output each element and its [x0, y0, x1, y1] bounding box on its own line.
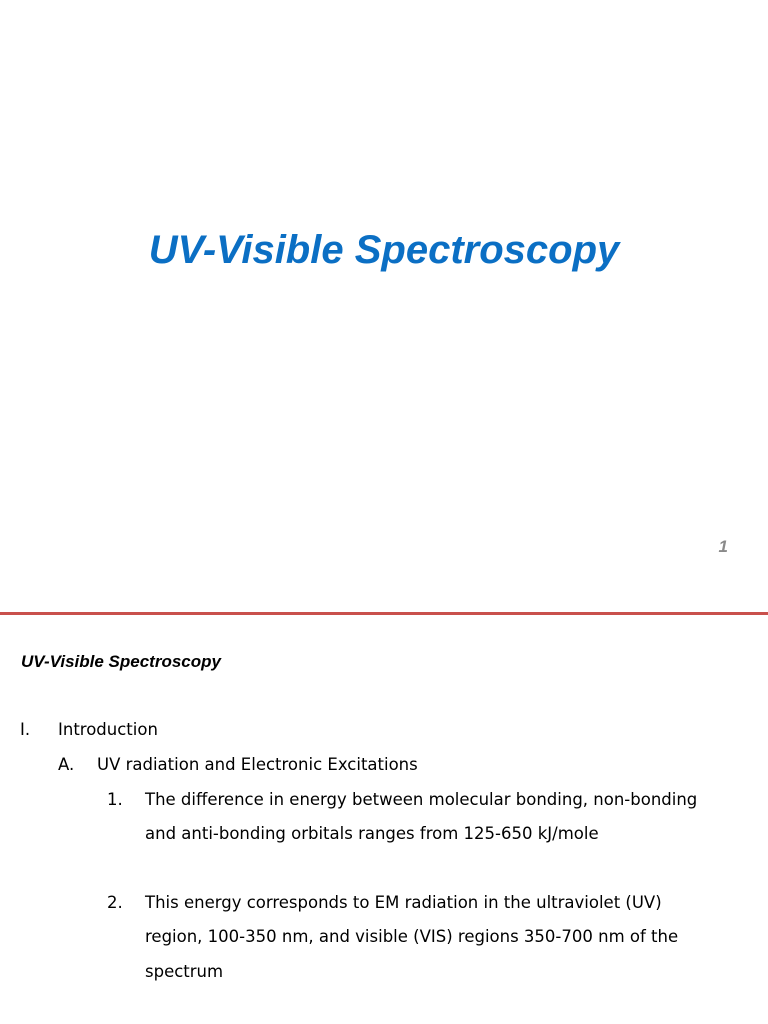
slide-number: 1	[718, 537, 728, 556]
point-1-line-2: and anti-bonding orbitals ranges from 125-650 kJ/mole	[145, 824, 599, 843]
subsection-marker: A.	[58, 755, 75, 774]
point-2-line-2: region, 100-350 nm, and visible (VIS) regions 350-700 nm of the	[145, 927, 679, 946]
point-2-line-3: spectrum	[145, 962, 224, 981]
subsection-title: UV radiation and Electronic Excitations	[97, 755, 418, 774]
point-1-marker: 1.	[107, 790, 123, 809]
slide-title: UV-Visible Spectroscopy	[148, 228, 620, 272]
point-2-marker: 2.	[107, 893, 123, 912]
notes-panel	[0, 615, 768, 1024]
point-1-line-1: The difference in energy between molecular bonding, non-bonding	[145, 790, 698, 809]
section-title: Introduction	[58, 720, 158, 739]
notes-heading: UV-Visible Spectroscopy	[21, 652, 221, 671]
section-marker: I.	[20, 720, 31, 739]
point-2-line-1: This energy corresponds to EM radiation in the ultraviolet (UV)	[145, 893, 662, 912]
